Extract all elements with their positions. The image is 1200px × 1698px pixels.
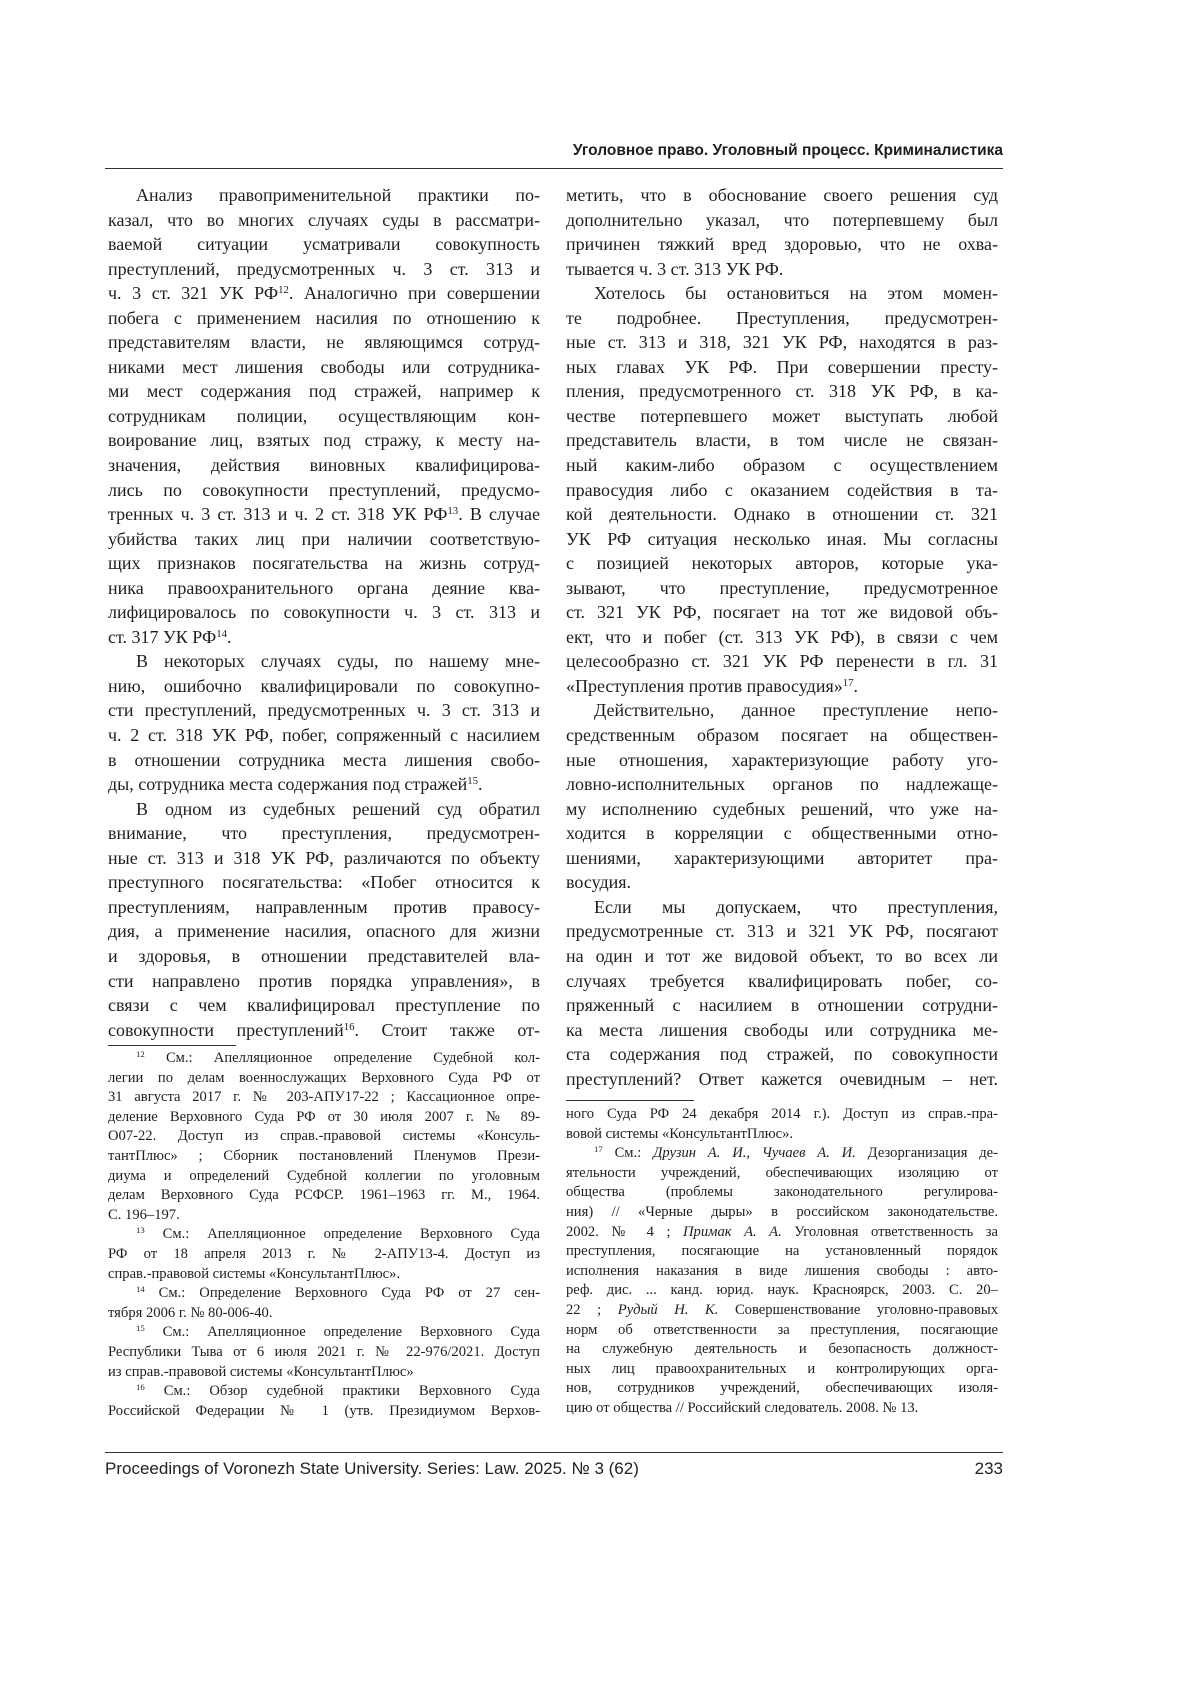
text-line: сти преступлений, предусмотренных ч. 3 ст. 313 и (108, 698, 540, 723)
text-line: казал, что во многих случаях суды в рассматри- (108, 208, 540, 233)
text-line: на один и тот же видовой объект, то во всех ли (566, 944, 998, 969)
text-line: воирование лиц, взятых под стражу, к месту на- (108, 428, 540, 453)
text-line (566, 1144, 998, 1164)
text-line: ка места лишения свободы или сотрудника ме- (566, 1018, 998, 1043)
text-segment: . (854, 676, 859, 696)
text-line: ные ст. 313 и 318, 321 УК РФ, находятся в раз- (566, 330, 998, 355)
author-name: Рудый Н. К. (618, 1302, 719, 1318)
text-line: дополнительно указал, что потерпевшему был (566, 208, 998, 233)
text-line: восудия. (566, 870, 998, 895)
text-line (108, 772, 540, 797)
text-segment: . (478, 774, 483, 794)
text-line: сти направлено против порядка управления», в (108, 969, 540, 994)
text-line: значения, действия виновных квалифицирова- (108, 453, 540, 478)
text-segment: 2002. № 4 ; (566, 1224, 683, 1240)
text-line: РФ от 18 апреля 2013 г. № 2-АПУ13-4. Доступ из (108, 1245, 540, 1265)
footnote-ref: 13 (447, 505, 458, 517)
footnotes-left (108, 1049, 540, 1421)
text-line: зывают, что преступление, предусмотренное (566, 576, 998, 601)
text-line: средственным образом посягает на обществен- (566, 723, 998, 748)
text-line: случаях требуется квалифицировать побег, со- (566, 969, 998, 994)
text-line: ника правоохранительного органа деяние ква- (108, 576, 540, 601)
paragraph (566, 183, 998, 281)
text-line: на служебную деятельность и безопасность должност- (566, 1340, 998, 1360)
text-line: ект, что и побег (ст. 313 УК РФ), в связи с чем (566, 625, 998, 650)
text-line: пления, предусмотренного ст. 318 УК РФ, в ка- (566, 379, 998, 404)
text-segment: тренных ч. 3 ст. 313 и ч. 2 ст. 318 УК РФ (108, 504, 447, 524)
page-footer (105, 1459, 1003, 1479)
text-line: из справ.-правовой системы «КонсультантПлюс» (108, 1363, 540, 1383)
page-number: 233 (975, 1459, 1003, 1479)
text-line: С. 196–197. (108, 1206, 540, 1226)
text-line (108, 502, 540, 527)
footnotes-right (566, 1105, 998, 1419)
text-segment: См.: Апелляционное определение Судебной кол- (145, 1050, 540, 1066)
text-segment: Уголовная ответственность за (782, 1224, 998, 1240)
text-line: 31 августа 2017 г. № 203-АПУ17-22 ; Кассационное опре- (108, 1088, 540, 1108)
text-segment: См.: Обзор судебной практики Верховного Суда (145, 1383, 540, 1399)
footnote-ref: 17 (594, 1144, 603, 1154)
running-header: Уголовное право. Уголовный процесс. Криминалистика (105, 142, 1003, 160)
text-segment: . В случае (458, 504, 540, 524)
text-line: Действительно, данное преступление непо- (566, 698, 998, 723)
text-segment: См.: Апелляционное определение Верховного Суда (145, 1226, 540, 1242)
footnote (566, 1144, 998, 1418)
text-line: О07-22. Доступ из справ.-правовой системы «Консуль- (108, 1127, 540, 1147)
text-line: сотрудникам полиции, осуществляющим кон- (108, 404, 540, 429)
footnote-ref: 15 (467, 775, 478, 787)
text-line: преступного посягательства: «Побег относится к (108, 870, 540, 895)
text-segment: «Преступления против правосудия» (566, 676, 843, 696)
text-line (108, 1323, 540, 1343)
text-line (566, 1223, 998, 1243)
paragraph (566, 281, 998, 698)
text-line: преступлений, предусмотренных ч. 3 ст. 313 и (108, 257, 540, 282)
text-line: норм об ответственности за преступления, посягающие (566, 1321, 998, 1341)
text-line: В одном из судебных решений суд обратил (108, 797, 540, 822)
paragraph (108, 797, 540, 1042)
text-line: побега с применением насилия по отношению к (108, 306, 540, 331)
text-line: щих признаков посягательства на жизнь сотруд- (108, 551, 540, 576)
text-line: ных лиц правоохранительных и контролирующих орга- (566, 1360, 998, 1380)
text-line: общества (проблемы законодательного регулирова- (566, 1183, 998, 1203)
text-line: тантПлюс» ; Сборник постановлений Пленумов Прези- (108, 1147, 540, 1167)
text-line: лифицировалось по совокупности ч. 3 ст. 313 и (108, 600, 540, 625)
text-line: нов, сотрудников учреждений, обеспечивающих изоля- (566, 1379, 998, 1399)
text-line: Если мы допускаем, что преступления, (566, 895, 998, 920)
text-segment: ч. 3 ст. 321 УК РФ (108, 283, 278, 303)
paragraph (108, 649, 540, 796)
text-line (108, 1225, 540, 1245)
footnote (108, 1284, 540, 1323)
text-segment: ды, сотрудника места содержания под стражей (108, 774, 467, 794)
text-line: причинен тяжкий вред здоровью, что не охва- (566, 232, 998, 257)
text-line: преступления, посягающие на установленный порядок (566, 1242, 998, 1262)
text-line: ного Суда РФ 24 декабря 2014 г.). Доступ из справ.-пра- (566, 1105, 998, 1125)
text-line: связи с чем квалифицировал преступление по (108, 993, 540, 1018)
text-segment: ст. 317 УК РФ (108, 627, 216, 647)
text-line (108, 281, 540, 306)
footnote-ref: 12 (278, 284, 289, 296)
text-segment: Совершенствование уголовно-правовых (718, 1302, 998, 1318)
text-line: правосудия либо с оказанием содействия в та- (566, 478, 998, 503)
text-line: лись по совокупности преступлений, предусмо- (108, 478, 540, 503)
text-segment: Дезорганизация де- (856, 1145, 998, 1161)
text-line: ловно-исполнительных органов по надлежаще- (566, 772, 998, 797)
text-line: ния) // «Черные дыры» в российском законодательстве. (566, 1203, 998, 1223)
text-line: ный каким-либо образом с осуществлением (566, 453, 998, 478)
text-line: ста содержания под стражей, по совокупности (566, 1042, 998, 1067)
text-line: ст. 321 УК РФ, посягает на тот же видовой объ- (566, 600, 998, 625)
text-line: дия, а применение насилия, опасного для жизни (108, 919, 540, 944)
text-line: УК РФ ситуация несколько иная. Мы согласны (566, 527, 998, 552)
text-line: делам Верховного Суда РСФСР. 1961–1963 гг. М., 1964. (108, 1186, 540, 1206)
text-line: метить, что в обоснование своего решения суд (566, 183, 998, 208)
journal-citation: Proceedings of Voronezh State University. Series: Law. 2025. № 3 (62) (105, 1459, 639, 1479)
footnote (108, 1225, 540, 1284)
text-segment: См.: (603, 1145, 653, 1161)
text-line: легии по делам военнослужащих Верховного Суда РФ от (108, 1069, 540, 1089)
text-line: преступлений? Ответ кажется очевидным – нет. (566, 1067, 998, 1092)
footnote-ref: 13 (136, 1226, 145, 1236)
text-line: представителям власти, не являющимся сотруд- (108, 330, 540, 355)
text-line: цию от общества // Российский следователь. 2008. № 13. (566, 1399, 998, 1419)
text-line: В некоторых случаях суды, по нашему мне- (108, 649, 540, 674)
text-line: предусмотренные ст. 313 и 321 УК РФ, посягают (566, 919, 998, 944)
text-line: нию, ошибочно квалифицировали по совокупно- (108, 674, 540, 699)
text-line: пряженный с насилием в отношении сотрудни- (566, 993, 998, 1018)
text-line: исполнения наказания в виде лишения свободы : авто- (566, 1262, 998, 1282)
text-line: Хотелось бы остановиться на этом момен- (566, 281, 998, 306)
text-line: ные отношения, характеризующие работу уго- (566, 748, 998, 773)
text-line: ми мест содержания под стражей, например к (108, 379, 540, 404)
text-line: ные ст. 313 и 318 УК РФ, различаются по объекту (108, 846, 540, 871)
text-line (108, 1018, 540, 1043)
text-line (566, 1301, 998, 1321)
text-line: справ.-правовой системы «КонсультантПлюс». (108, 1265, 540, 1285)
footnote (108, 1382, 540, 1421)
text-segment: . Стоит также от- (355, 1020, 540, 1040)
footnote-ref: 16 (136, 1382, 145, 1392)
footnote (566, 1105, 998, 1144)
text-line: ваемой ситуации усматривали совокупность (108, 232, 540, 257)
text-line: представитель власти, в том числе не связан- (566, 428, 998, 453)
text-line: тября 2006 г. № 80-006-40. (108, 1304, 540, 1324)
text-line: ч. 2 ст. 318 УК РФ, побег, сопряженный с насилием (108, 723, 540, 748)
text-line: убийства таких лиц при наличии соответствую- (108, 527, 540, 552)
footnote-separator-right (566, 1100, 694, 1101)
paragraph (108, 183, 540, 649)
text-line (108, 1284, 540, 1304)
footnote (108, 1323, 540, 1382)
text-segment: См.: Апелляционное определение Верховного Суда (145, 1324, 540, 1340)
footer-rule (105, 1452, 1003, 1453)
text-line: ходится в корреляции с общественными отно- (566, 821, 998, 846)
text-segment: совокупности преступлений (108, 1020, 344, 1040)
text-line: и здоровья, в отношении представителей вла- (108, 944, 540, 969)
text-line: вовой системы «КонсультантПлюс». (566, 1125, 998, 1145)
text-segment: 22 ; (566, 1302, 618, 1318)
text-line: ных главах УК РФ. При совершении престу- (566, 355, 998, 380)
text-line: деление Верховного Суда РФ от 30 июля 2007 г. № 89- (108, 1108, 540, 1128)
author-name: Примак А. А. (683, 1224, 782, 1240)
footnote-ref: 16 (344, 1021, 355, 1033)
text-segment: См.: Определение Верховного Суда РФ от 27 сен- (145, 1285, 540, 1301)
footnote-separator-left (108, 1045, 236, 1046)
text-line (108, 1382, 540, 1402)
text-line: в отношении сотрудника места лишения свобо- (108, 748, 540, 773)
text-line: диума и определений Судебной коллегии по уголовным (108, 1167, 540, 1187)
text-line: шениями, характеризующими авторитет пра- (566, 846, 998, 871)
footnote-ref: 14 (136, 1284, 145, 1294)
text-line: кой деятельности. Однако в отношении ст. 321 (566, 502, 998, 527)
text-line: никами мест лишения свободы или сотрудника- (108, 355, 540, 380)
text-line: тывается ч. 3 ст. 313 УК РФ. (566, 257, 998, 282)
footnote-ref: 17 (843, 677, 854, 689)
text-line: реф. дис. ... канд. юрид. наук. Красноярск, 2003. С. 20– (566, 1281, 998, 1301)
text-line: целесообразно ст. 321 УК РФ перенести в гл. 31 (566, 649, 998, 674)
text-line: с позицией некоторых авторов, которые ука- (566, 551, 998, 576)
text-line: преступлениям, направленным против правосу- (108, 895, 540, 920)
paragraph (566, 895, 998, 1091)
text-line: честве потерпевшего может выступать любой (566, 404, 998, 429)
text-line: Анализ правоприменительной практики по- (108, 183, 540, 208)
text-line: Российской Федерации № 1 (утв. Президиумом Верхов- (108, 1402, 540, 1422)
text-segment: . Аналогично при совершении (289, 283, 540, 303)
text-line: ятельности учреждений, обеспечивающих изоляцию от (566, 1164, 998, 1184)
text-line (108, 1049, 540, 1069)
right-column (566, 183, 998, 1091)
text-line: те подробнее. Преступления, предусмотрен- (566, 306, 998, 331)
text-line (108, 625, 540, 650)
footnote-ref: 15 (136, 1324, 145, 1334)
header-rule (105, 168, 1003, 169)
text-line: внимание, что преступления, предусмотрен- (108, 821, 540, 846)
left-column (108, 183, 540, 1042)
text-line: му исполнению судебных решений, что уже на- (566, 797, 998, 822)
footnote (108, 1049, 540, 1225)
footnote-ref: 12 (136, 1049, 145, 1059)
paragraph (566, 698, 998, 894)
text-line (566, 674, 998, 699)
text-segment: . (227, 627, 232, 647)
footnote-ref: 14 (216, 628, 227, 640)
author-name: Друзин А. И., Чучаев А. И. (653, 1145, 856, 1161)
text-line: Республики Тыва от 6 июля 2021 г. № 22-976/2021. Доступ (108, 1343, 540, 1363)
